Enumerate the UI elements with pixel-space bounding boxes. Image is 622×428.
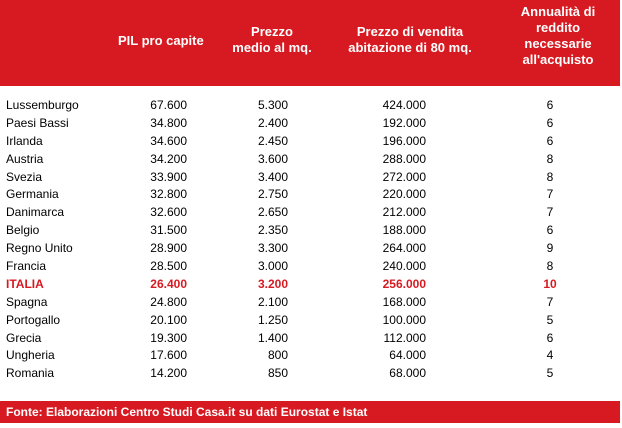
anni-cell: 5 [546, 366, 554, 381]
vendita-cell: 196.000 [382, 133, 426, 148]
country-cell: Romania [6, 366, 55, 381]
anni-cell: 8 [546, 169, 554, 184]
vendita-cell: 168.000 [382, 294, 426, 309]
country-cell: Irlanda [6, 133, 43, 148]
header-anni-line1: Annualità di [520, 4, 596, 19]
pil-cell: 24.800 [150, 294, 187, 309]
pil-cell: 28.500 [150, 259, 187, 274]
prezzo-cell: 2.400 [257, 115, 288, 130]
prezzo-cell: 2.650 [257, 205, 288, 220]
vendita-cell: 192.000 [382, 115, 426, 130]
vendita-cell: 272.000 [382, 169, 426, 184]
vendita-cell: 240.000 [382, 259, 426, 274]
vendita-cell: 212.000 [382, 205, 426, 220]
country-cell: Belgio [6, 223, 40, 238]
header-anni [498, 4, 618, 68]
vendita-cell: 288.000 [382, 151, 426, 166]
header-vendita [330, 24, 490, 56]
pil-cell: 34.800 [150, 115, 187, 130]
pil-cell: 19.300 [150, 330, 187, 345]
prezzo-cell: 2.350 [257, 223, 288, 238]
anni-cell: 6 [546, 98, 554, 112]
prezzo-cell: 3.300 [257, 241, 288, 256]
pil-cell: 17.600 [150, 348, 187, 363]
vendita-cell: 112.000 [383, 330, 426, 345]
vendita-cell: 264.000 [382, 241, 426, 256]
pil-cell: 32.600 [150, 205, 187, 220]
vendita-cell: 100.000 [382, 312, 426, 327]
header-prezzo-line2: medio al mq. [232, 40, 312, 55]
prezzo-cell: 1.250 [257, 312, 288, 327]
anni-cell: 6 [546, 115, 554, 130]
pil-cell: 34.600 [150, 133, 187, 148]
header-anni-line2: reddito [535, 20, 581, 35]
prezzo-cell: 3.200 [257, 276, 288, 291]
country-cell: Portogallo [6, 312, 61, 327]
pil-cell: 31.500 [150, 223, 187, 238]
header-anni-line3: necessarie [524, 36, 592, 51]
table-row [0, 133, 620, 151]
table-body [0, 97, 620, 383]
anni-cell: 7 [546, 205, 554, 220]
table-row [0, 151, 620, 169]
pil-cell: 33.900 [150, 169, 187, 184]
country-cell: Regno Unito [6, 241, 73, 256]
table-row [0, 312, 620, 330]
prezzo-cell: 1.400 [257, 330, 288, 345]
pil-cell: 26.400 [150, 276, 187, 291]
anni-cell: 10 [543, 276, 557, 291]
anni-cell: 8 [546, 259, 554, 274]
pil-cell: 32.800 [150, 187, 187, 202]
anni-cell: 6 [546, 133, 554, 148]
country-cell: Spagna [6, 294, 48, 309]
vendita-cell: 220.000 [382, 187, 426, 202]
country-cell: ITALIA [6, 276, 44, 291]
table-row [0, 97, 620, 115]
vendita-cell: 64.000 [389, 348, 426, 363]
prezzo-cell: 850 [267, 366, 288, 381]
pil-cell: 34.200 [150, 151, 187, 166]
pil-cell: 67.600 [150, 98, 187, 112]
country-cell: Francia [6, 259, 47, 274]
header-pil [118, 33, 204, 49]
header-vendita-line2: abitazione di 80 mq. [348, 40, 472, 55]
vendita-cell: 424.000 [382, 98, 426, 112]
table-header [0, 0, 620, 86]
header-pil-label: PIL pro capite [118, 33, 204, 48]
anni-cell: 4 [546, 348, 554, 363]
table-row [0, 294, 620, 312]
table-row [0, 258, 620, 276]
pil-cell: 28.900 [150, 241, 187, 256]
source-footer: Fonte: Elaborazioni Centro Studi Casa.it su dati Eurostat e Istat [0, 401, 620, 423]
country-cell: Austria [6, 151, 44, 166]
table-row [0, 186, 620, 204]
prezzo-cell: 2.750 [257, 187, 288, 202]
table-row [0, 347, 620, 365]
pil-cell: 14.200 [150, 366, 187, 381]
anni-cell: 6 [546, 223, 554, 238]
header-prezzo [222, 24, 322, 56]
prezzo-cell: 2.450 [257, 133, 288, 148]
vendita-cell: 68.000 [389, 366, 426, 381]
vendita-cell: 188.000 [382, 223, 426, 238]
prezzo-cell: 5.300 [257, 98, 288, 112]
anni-cell: 6 [546, 330, 554, 345]
prezzo-cell: 800 [267, 348, 288, 363]
country-cell: Ungheria [6, 348, 55, 363]
header-anni-line4: all'acquisto [522, 52, 594, 67]
country-cell: Germania [6, 187, 59, 202]
country-cell: Paesi Bassi [6, 115, 69, 130]
country-cell: Svezia [6, 169, 43, 184]
prezzo-cell: 3.400 [257, 169, 288, 184]
table-row [0, 365, 620, 383]
table-row [0, 169, 620, 187]
vendita-cell: 256.000 [382, 276, 426, 291]
prezzo-cell: 2.100 [257, 294, 288, 309]
table-row [0, 240, 620, 258]
country-cell: Lussemburgo [6, 98, 79, 112]
country-cell: Grecia [6, 330, 42, 345]
table-row [0, 115, 620, 133]
table-row [0, 222, 620, 240]
table-row [0, 204, 620, 222]
header-vendita-line1: Prezzo di vendita [356, 24, 464, 39]
table-row [0, 330, 620, 348]
anni-cell: 7 [546, 187, 554, 202]
country-cell: Danimarca [6, 205, 65, 220]
prezzo-cell: 3.600 [257, 151, 288, 166]
header-prezzo-line1: Prezzo [251, 24, 293, 39]
anni-cell: 8 [546, 151, 554, 166]
anni-cell: 7 [546, 294, 554, 309]
pil-cell: 20.100 [150, 312, 187, 327]
table-row [0, 276, 620, 294]
anni-cell: 9 [546, 241, 554, 256]
anni-cell: 5 [546, 312, 554, 327]
prezzo-cell: 3.000 [257, 259, 288, 274]
